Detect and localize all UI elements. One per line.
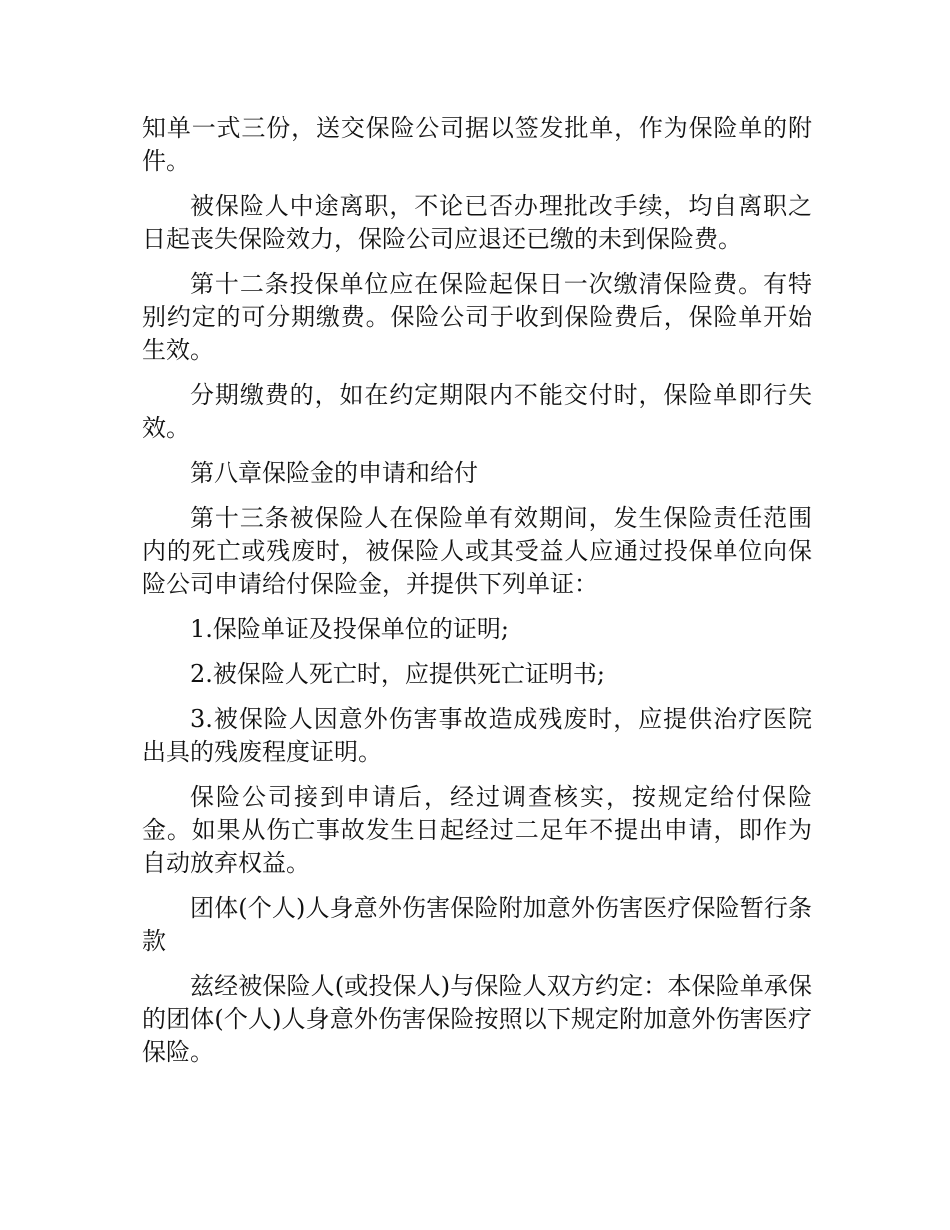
paragraph-installment: 分期缴费的，如在约定期限内不能交付时，保险单即行失效。 [142, 381, 812, 442]
chapter-heading-8: 第八章保险金的申请和给付 [190, 459, 478, 487]
paragraph-article-12: 第十二条投保单位应在保险起保日一次缴清保险费。有特别约定的可分期缴费。保险公司于收到保险费后，保险单开始生效。 [142, 270, 812, 364]
document-body [142, 112, 812, 1081]
paragraph-claim-processing: 保险公司接到申请后，经过调查核实，按规定给付保险金。如果从伤亡事故发生日起经过二足年不提出申请，即作为自动放弃权益。 [142, 783, 812, 877]
paragraph-continuation: 知单一式三份，送交保险公司据以签发批单，作为保险单的附件。 [142, 114, 812, 175]
list-item-2: 2.被保险人死亡时，应提供死亡证明书; [190, 660, 605, 688]
section-title-medical-rider: 团体(个人)人身意外伤害保险附加意外伤害医疗保险暂行条款 [142, 894, 812, 955]
paragraph-rider-agreement: 兹经被保险人(或投保人)与保险人双方约定：本保险单承保的团体(个人)人身意外伤害保险按照以下规定附加意外伤害医疗保险。 [142, 972, 812, 1066]
paragraph-article-13: 第十三条被保险人在保险单有效期间，发生保险责任范围内的死亡或残废时，被保险人或其受益人应通过投保单位向保险公司申请给付保险金，并提供下列单证： [142, 504, 812, 598]
list-item-1: 1.保险单证及投保单位的证明; [190, 615, 509, 643]
paragraph-resignation: 被保险人中途离职，不论已否办理批改手续，均自离职之日起丧失保险效力，保险公司应退还已缴的未到保险费。 [142, 192, 812, 253]
list-item-3: 3.被保险人因意外伤害事故造成残废时，应提供治疗医院出具的残废程度证明。 [142, 705, 812, 766]
